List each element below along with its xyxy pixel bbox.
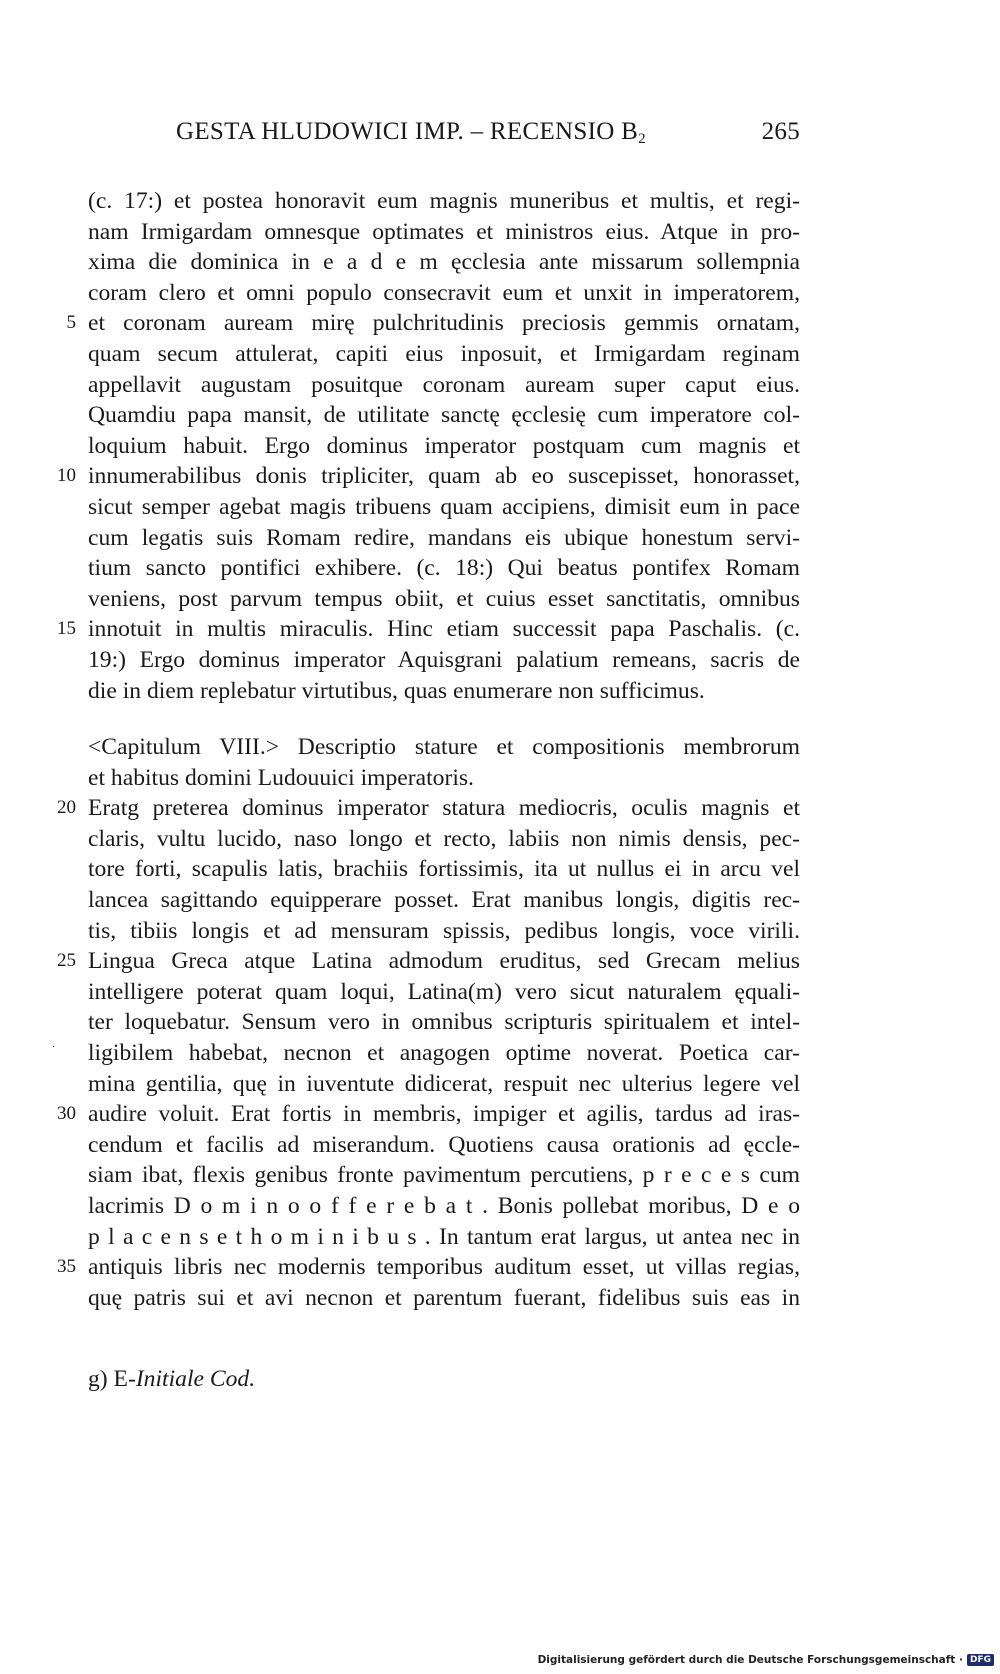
text-line [57, 1099, 800, 1130]
line-text: xima die dominica in e a d e m ęcclesia ante missarum sollempnia [88, 249, 800, 276]
text-line [57, 1252, 800, 1283]
line-number: 5 [66, 312, 76, 334]
text-line [57, 614, 800, 645]
line-text: mina gentilia, quę in iuventute didicerat, respuit nec ulterius legere vel [88, 1070, 800, 1097]
line-text: lancea sagittando equipperare posset. Erat manibus longis, digitis rec- [88, 887, 800, 914]
line-text: die in diem replebatur virtutibus, quas enumerare non sufficimus. [88, 677, 705, 704]
line-text: cum legatis suis Romam redire, mandans eis ubique honestum servi- [88, 524, 800, 551]
line-number: 35 [57, 1256, 76, 1278]
line-text: quę patris sui et avi necnon et parentum fuerant, fidelibus suis eas in [88, 1284, 800, 1311]
line-text: p l a c e n s e t h o m i n i b u s . In tantum erat largus, ut antea nec in [88, 1223, 800, 1250]
text-line [88, 492, 800, 523]
line-text: innotuit in multis miraculis. Hinc etiam successit papa Paschalis. (c. [88, 616, 800, 643]
text-line [88, 1069, 800, 1100]
text-line [88, 732, 800, 763]
text-line [57, 461, 800, 492]
text-line [88, 763, 800, 794]
text-line [88, 885, 800, 916]
text-line [88, 247, 800, 278]
line-text: ligibilem habebat, necnon et anagogen optime noverat. Poetica car- [88, 1040, 800, 1067]
text-line [88, 400, 800, 431]
text-line [88, 186, 800, 217]
line-text: veniens, post parvum tempus obiit, et cuius esset sanctitatis, omnibus [88, 585, 800, 612]
text-line [88, 1222, 800, 1253]
text-line [88, 854, 800, 885]
line-text: Lingua Greca atque Latina admodum eruditus, sed Grecam melius [88, 948, 800, 975]
running-header [176, 118, 800, 154]
text-line [88, 584, 800, 615]
stray-mark: · [52, 1042, 56, 1053]
text-line [88, 339, 800, 370]
line-text: et habitus domini Ludouuici imperatoris. [88, 764, 474, 791]
footnote-text: Initiale Cod. [135, 1366, 256, 1392]
line-text: sicut semper agebat magis tribuens quam accipiens, dimisit eum in pace [88, 493, 800, 520]
text-line [88, 1130, 800, 1161]
line-number: 30 [57, 1103, 76, 1125]
line-text: siam ibat, flexis genibus fronte pavimentum percutiens, p r e c e s cum [88, 1162, 800, 1189]
footnote [88, 1366, 255, 1393]
text-line [88, 824, 800, 855]
line-text: quam secum attulerat, capiti eius inposuit, et Irmigardam reginam [88, 340, 800, 367]
text-line [88, 278, 800, 309]
line-number: 25 [57, 950, 76, 972]
text-line [88, 676, 800, 707]
text-line [57, 946, 800, 977]
line-number: 10 [57, 465, 76, 487]
line-text: loquium habuit. Ergo dominus imperator postquam cum magnis et [88, 432, 800, 459]
line-text: intelligere poterat quam loqui, Latina(m) vero sicut naturalem ęquali- [88, 978, 800, 1005]
line-text: tium sancto pontifici exhibere. (c. 18:) Qui beatus pontifex Romam [88, 555, 800, 582]
text-line [88, 431, 800, 462]
body-text [57, 186, 800, 1313]
line-text: nam Irmigardam omnesque optimates et ministros eius. Atque in pro- [88, 218, 800, 245]
page-number: 265 [761, 118, 800, 145]
dfg-logo: DFG [967, 1654, 994, 1666]
line-number: 20 [57, 797, 76, 819]
text-line [88, 1007, 800, 1038]
paragraph-gap [88, 706, 800, 732]
line-text: Quamdiu papa mansit, de utilitate sanctę ęcclesię cum imperatore col- [88, 402, 800, 429]
line-text: cendum et facilis ad miserandum. Quotiens causa orationis ad ęccle- [88, 1131, 800, 1158]
credit-text: Digitalisierung gefördert durch die Deutsche Forschungsgemeinschaft · [537, 1654, 963, 1666]
text-line [88, 645, 800, 676]
line-text: (c. 17:) et postea honoravit eum magnis muneribus et multis, et regi- [88, 188, 800, 214]
digitization-credit [538, 1654, 994, 1666]
text-line [88, 1038, 800, 1069]
line-text: tis, tibiis longis et ad mensuram spissis, pedibus longis, voce virili. [88, 917, 800, 944]
line-text: et coronam auream mirę pulchritudinis preciosis gemmis ornatam, [88, 310, 800, 337]
text-line [88, 1191, 800, 1222]
text-line [88, 1160, 800, 1191]
line-text: Eratg preterea dominus imperator statura mediocris, oculis magnis et [88, 795, 800, 822]
text-line [66, 308, 800, 339]
line-text: audire voluit. Erat fortis in membris, impiger et agilis, tardus ad iras- [88, 1101, 800, 1128]
line-text: antiquis libris nec modernis temporibus auditum esset, ut villas regias, [88, 1254, 800, 1281]
line-text: coram clero et omni populo consecravit eum et unxit in imperatorem, [88, 279, 800, 306]
line-text: appellavit augustam posuitque coronam auream super caput eius. [88, 371, 800, 398]
text-line [88, 523, 800, 554]
text-line [88, 1283, 800, 1314]
line-text: lacrimis D o m i n o o f f e r e b a t . Bonis pollebat moribus, D e o [88, 1193, 800, 1219]
footnote-mark: g) E- [88, 1366, 136, 1392]
running-title: GESTA HLUDOWICI IMP. – RECENSIO $B_2$ [176, 118, 646, 147]
text-line [88, 977, 800, 1008]
line-text: tore forti, scapulis latis, brachiis fortissimis, ita ut nullus ei in arcu vel [88, 856, 800, 883]
line-text: claris, vultu lucido, naso longo et recto, labiis non nimis densis, pec- [88, 825, 800, 852]
text-line [57, 793, 800, 824]
line-number: 15 [57, 618, 76, 640]
text-line [88, 370, 800, 401]
text-line [88, 916, 800, 947]
line-text: <Capitulum VIII.> Descriptio stature et compositionis membrorum [88, 734, 800, 761]
text-line [88, 217, 800, 248]
line-text: innumerabilibus donis tripliciter, quam ab eo suscepisset, honorasset, [88, 463, 800, 490]
text-line [88, 553, 800, 584]
line-text: ter loquebatur. Sensum vero in omnibus scripturis spiritualem et intel- [88, 1009, 800, 1036]
line-text: 19:) Ergo dominus imperator Aquisgrani palatium remeans, sacris de [88, 646, 800, 673]
